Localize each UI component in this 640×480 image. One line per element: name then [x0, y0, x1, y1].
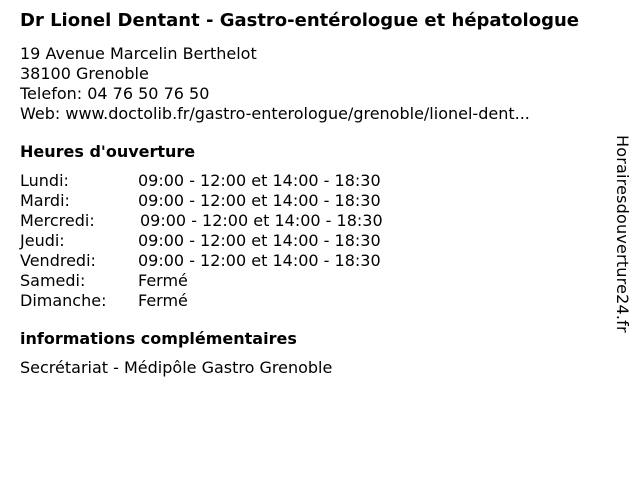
day-label: Mardi:: [20, 191, 70, 210]
hours-value: Fermé: [138, 291, 188, 310]
day-label: Lundi:: [20, 171, 69, 190]
hours-value: Fermé: [138, 271, 188, 290]
hours-row-monday: [20, 171, 610, 191]
website-text: Web: www.doctolib.fr/gastro-enterologue/grenoble/lionel-dent...: [20, 104, 530, 123]
hours-row-wednesday: [20, 211, 610, 231]
additional-info-text: Secrétariat - Médipôle Gastro Grenoble: [20, 358, 333, 377]
opening-hours-heading: Heures d'ouverture: [20, 142, 196, 161]
day-label: Dimanche:: [20, 291, 107, 310]
hours-value: 09:00 - 12:00 et 14:00 - 18:30: [138, 231, 381, 250]
hours-value: 09:00 - 12:00 et 14:00 - 18:30: [138, 191, 381, 210]
day-label: Vendredi:: [20, 251, 96, 270]
hours-value: 09:00 - 12:00 et 14:00 - 18:30: [138, 171, 381, 190]
phone-text: Telefon: 04 76 50 76 50: [20, 84, 210, 103]
hours-row-saturday: [20, 271, 610, 291]
contact-block: [20, 44, 610, 124]
hours-row-thursday: [20, 231, 610, 251]
hours-value: 09:00 - 12:00 et 14:00 - 18:30: [140, 211, 383, 230]
page-title: Dr Lionel Dentant - Gastro-entérologue et hépatologue: [20, 10, 579, 31]
day-label: Samedi:: [20, 271, 86, 290]
address-street: 19 Avenue Marcelin Berthelot: [20, 44, 257, 63]
day-label: Mercredi:: [20, 211, 95, 230]
additional-info-heading: informations complémentaires: [20, 329, 297, 348]
day-label: Jeudi:: [20, 231, 65, 250]
business-card: [20, 10, 610, 378]
hours-row-friday: [20, 251, 610, 271]
brand-watermark: Horairesdouverture24.fr: [613, 135, 632, 333]
opening-hours-list: [20, 171, 610, 311]
address-city: 38100 Grenoble: [20, 64, 149, 83]
hours-value: 09:00 - 12:00 et 14:00 - 18:30: [138, 251, 381, 270]
hours-row-tuesday: [20, 191, 610, 211]
hours-row-sunday: [20, 291, 610, 311]
